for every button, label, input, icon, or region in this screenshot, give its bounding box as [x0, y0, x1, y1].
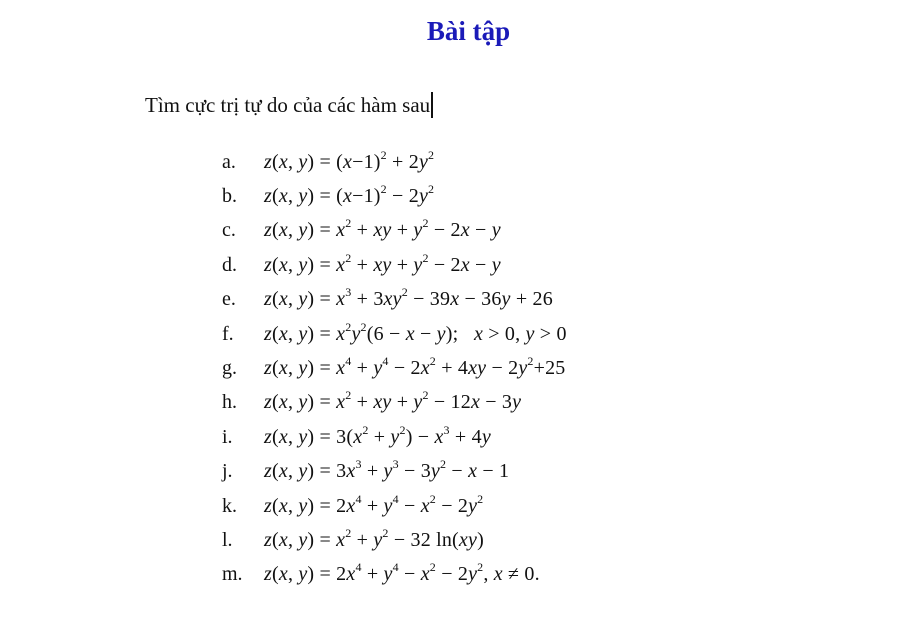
exercise-label: m. [222, 563, 243, 586]
exercise-label: a. [222, 150, 236, 173]
exercise-label: c. [222, 219, 236, 242]
exercise-formula: z(x, $y) = x^2y^2(6 - x - y)$; x > 0, y > 0 [264, 319, 567, 345]
exercise-item-i [222, 420, 567, 454]
exercise-item-g [222, 351, 567, 385]
exercise-label: f. [222, 322, 234, 345]
exercise-label: i. [222, 425, 233, 448]
exercise-formula: z(x, $y) = x^2$ + xy + $y^2 - 12x - 3y$ [264, 388, 522, 414]
exercise-formula: z(x, $y) = x^4 + y^4 - 2x^2 + 4xy - 2y^2+25$ [264, 354, 566, 380]
exercise-item-m [222, 558, 567, 592]
exercise-formula: z(x, $y) = (x-1)^2 + 2y^2$ [264, 147, 435, 173]
exercise-formula: z(x, $y) = 3x^3 + y^3 - 3y^2 - x - 1$ [264, 457, 510, 483]
text-cursor [431, 92, 433, 118]
exercise-label: l. [222, 528, 233, 551]
exercise-list [222, 145, 567, 592]
exercise-formula: z(x, $y) = 2x^4 + y^4 - x^2 - 2y^2$ [264, 491, 484, 517]
intro-text: Tìm cực trị tự do của các hàm sau [145, 93, 431, 117]
exercise-item-f [222, 317, 567, 351]
exercise-label: j. [222, 460, 233, 483]
intro-text-container [145, 92, 433, 118]
exercise-item-l [222, 523, 567, 557]
exercise-formula: z(x, $y) = x^2 + y^2 - 32$ ln(xy) [264, 525, 484, 551]
exercise-label: e. [222, 288, 236, 311]
exercise-item-a [222, 145, 567, 179]
exercise-item-b [222, 179, 567, 213]
exercise-label: k. [222, 494, 237, 517]
exercise-formula: z(x, $y) = x^2$ + xy + $y^2 - 2x - y$ [264, 250, 501, 276]
exercise-label: h. [222, 391, 237, 414]
exercise-label: d. [222, 253, 237, 276]
exercise-item-c [222, 214, 567, 248]
exercise-formula: z(x, $y) = 2x^4 + y^4 - x^2 - 2y^2$, x ≠ 0. [264, 560, 540, 586]
exercise-formula: z(x, $y) = x^3 + 3xy^2 - 39x - 36y + 26$ [264, 285, 553, 311]
exercise-formula: z(x, $y) = 3(x^2 + y^2) - x^3 + 4y$ [264, 422, 491, 448]
exercise-item-d [222, 248, 567, 282]
exercise-item-h [222, 386, 567, 420]
page-title: Bài tập [426, 16, 511, 46]
exercise-item-e [222, 283, 567, 317]
exercise-label: g. [222, 357, 237, 380]
exercise-label: b. [222, 185, 237, 208]
exercise-formula: z(x, $y) = (x-1)^2 - 2y^2$ [264, 182, 435, 208]
exercise-item-j [222, 455, 567, 489]
exercise-item-k [222, 489, 567, 523]
exercise-formula: z(x, $y) = x^2$ + xy + $y^2 - 2x - y$ [264, 216, 501, 242]
